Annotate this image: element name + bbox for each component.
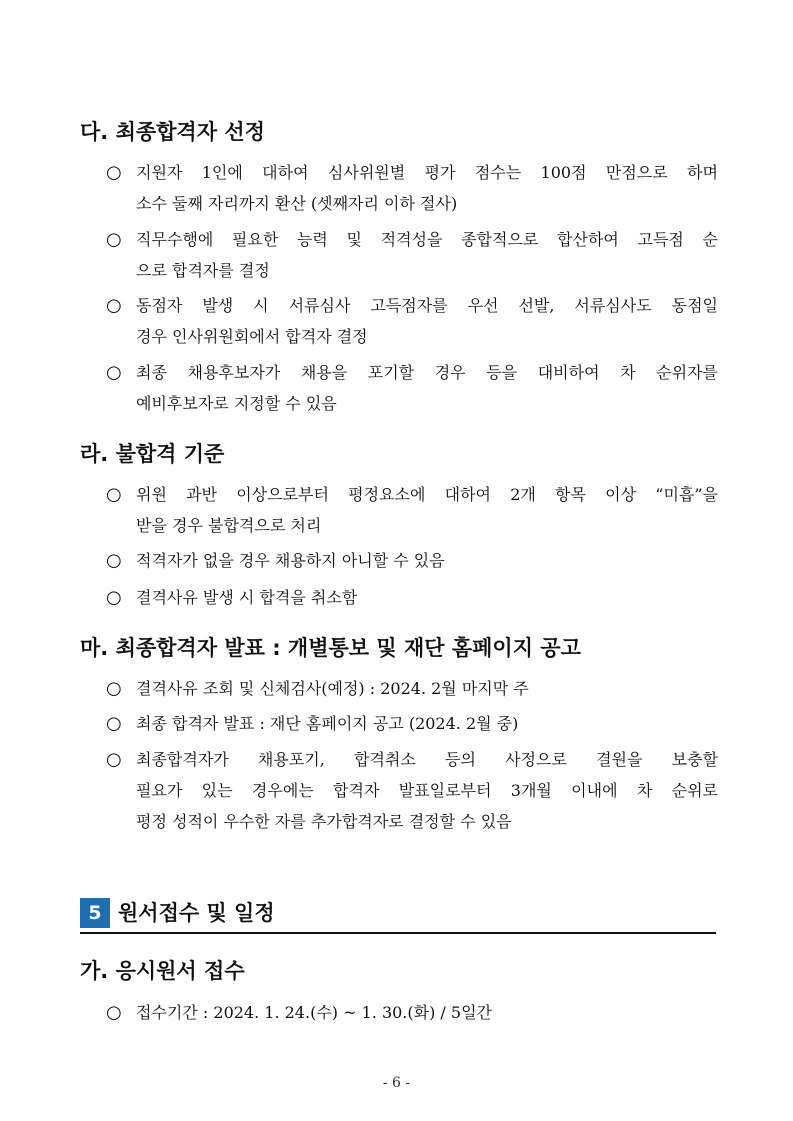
heading-ga: 가. 응시원서 접수	[80, 959, 245, 983]
section-title: 원서접수 및 일정	[118, 901, 275, 925]
bullet-item: ○ 결격사유 조회 및 신체검사(예정) : 2024. 2월 마지막 주	[106, 673, 718, 704]
circle-bullet-icon: ○	[106, 362, 122, 383]
circle-bullet-icon: ○	[106, 162, 122, 183]
section-5-header	[80, 896, 716, 934]
section-number-badge: 5	[80, 898, 110, 928]
bullet-item: ○ 결격사유 발생 시 합격을 취소함	[106, 582, 718, 613]
circle-bullet-icon: ○	[106, 678, 122, 699]
page-number: - 6 -	[382, 1075, 411, 1091]
heading-ra: 라. 불합격 기준	[80, 442, 225, 466]
bullet-item: ○ 적격자가 없을 경우 채용하지 아니할 수 있음	[106, 545, 718, 576]
bullet-item: ○ 접수기간 : 2024. 1. 24.(수) ~ 1. 30.(화) / 5일간	[106, 997, 718, 1028]
circle-bullet-icon: ○	[106, 229, 122, 250]
bullet-item: ○ 최종합격자가 채용포기, 합격취소 등의 사정으로 결원을 보충할 필요가 있는 경우에는 합격자 발표일로부터 3개월 이내에 차 순위로 평정 성적이 우수한 자를 추가합격자로 결정할 수 있음	[106, 744, 718, 837]
bullet-item: ○ 최종 채용후보자가 채용을 포기할 경우 등을 대비하여 차 순위자를 예비후보자로 지정할 수 있음	[106, 357, 718, 419]
bullet-item: ○ 직무수행에 필요한 능력 및 적격성을 종합적으로 합산하여 고득점 순 으로 합격자를 결정	[106, 224, 718, 286]
circle-bullet-icon: ○	[106, 1002, 122, 1023]
circle-bullet-icon: ○	[106, 587, 122, 608]
bullet-item: ○ 위원 과반 이상으로부터 평정요소에 대하여 2개 항목 이상 “미흡”을 받을 경우 불합격으로 처리	[106, 479, 718, 541]
bullet-item: ○ 동점자 발생 시 서류심사 고득점자를 우선 선발, 서류심사도 동점일 경우 인사위원회에서 합격자 결정	[106, 290, 718, 352]
circle-bullet-icon: ○	[106, 295, 122, 316]
heading-da: 다. 최종합격자 선정	[80, 120, 265, 144]
circle-bullet-icon: ○	[106, 749, 122, 770]
heading-ma: 마. 최종합격자 발표 : 개별통보 및 재단 홈페이지 공고	[80, 636, 581, 660]
bullet-item: ○ 지원자 1인에 대하여 심사위원별 평가 점수는 100점 만점으로 하며 소수 둘째 자리까지 환산 (셋째자리 이하 절사)	[106, 157, 718, 219]
bullet-item: ○ 최종 합격자 발표 : 재단 홈페이지 공고 (2024. 2월 중)	[106, 708, 718, 739]
circle-bullet-icon: ○	[106, 550, 122, 571]
circle-bullet-icon: ○	[106, 484, 122, 505]
circle-bullet-icon: ○	[106, 713, 122, 734]
